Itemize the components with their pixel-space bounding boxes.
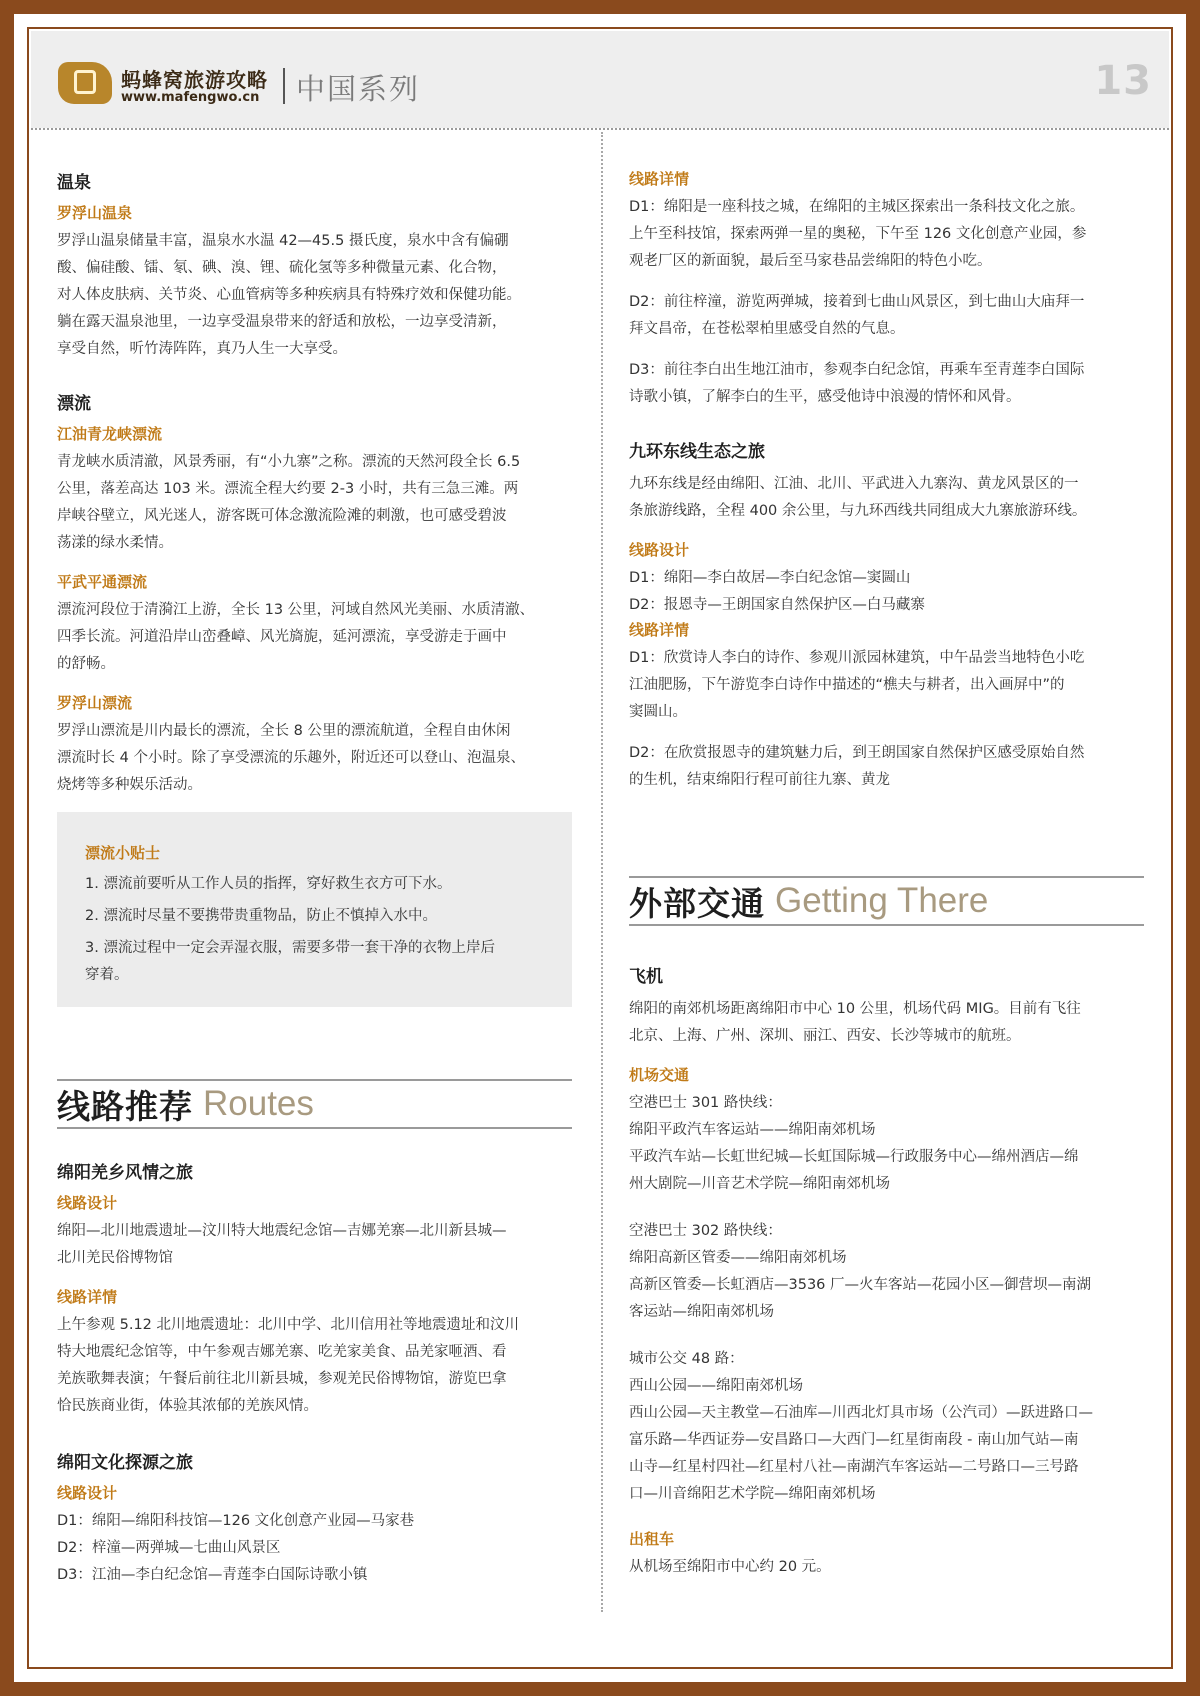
- rafting-tips-box: [57, 812, 572, 1007]
- route-design-label: 线路设计: [629, 541, 690, 559]
- section-title-hot-spring: 温泉: [57, 173, 91, 193]
- paragraph-line: 享受自然，听竹涛阵阵，真乃人生一大享受。: [57, 341, 347, 357]
- paragraph-line: 上午参观 5.12 北川地震遗址：北川中学、北川信用社等地震遗址和汶川: [57, 1317, 520, 1333]
- taxi-label: 出租车: [629, 1530, 675, 1548]
- routes-heading-en: Routes: [203, 1084, 314, 1123]
- hot-spring-section: [57, 168, 572, 363]
- subtitle-luofushan-hot-spring: 罗浮山温泉: [57, 204, 133, 222]
- routes-heading-cn: 线路推荐: [57, 1086, 193, 1126]
- paragraph-line: 青龙峡水质清澈，风景秀丽，有“小九寨”之称。漂流的天然河段全长 6.5: [57, 454, 521, 470]
- route-title: 绵阳文化探源之旅: [57, 1453, 193, 1473]
- getting-there-heading-cn: 外部交通: [629, 883, 765, 923]
- getting-there-heading-en: Getting There: [775, 881, 989, 920]
- paragraph-line: 的舒畅。: [57, 656, 115, 672]
- paragraph-line: 酸、偏硅酸、镭、氡、碘、溴、锂、硫化氢等多种微量元素、化合物，: [57, 260, 507, 276]
- paragraph-line: 北川羌民俗博物馆: [57, 1250, 173, 1266]
- routes-heading: [57, 1079, 572, 1129]
- paragraph-line: 窦圌山。: [629, 704, 687, 720]
- paragraph-line: 绵阳—北川地震遗址—汶川特大地震纪念馆—吉娜羌寨—北川新县城—: [57, 1223, 507, 1239]
- tips-title: 漂流小贴士: [85, 844, 161, 862]
- paragraph-line: D2：报恩寺—王朗国家自然保护区—白马藏寨: [629, 597, 925, 613]
- column-divider: [601, 132, 603, 1612]
- paragraph-line: 诗歌小镇，了解李白的生平，感受他诗中浪漫的情怀和风骨。: [629, 389, 1021, 405]
- paragraph-line: 绵阳高新区管委——绵阳南郊机场: [629, 1250, 847, 1266]
- page-number: 13: [1094, 58, 1152, 104]
- subtitle-pingtong-rafting: 平武平通漂流: [57, 573, 148, 591]
- paragraph-line: 富乐路—华西证券—安昌路口—大西门—红星街南段 - 南山加气站—南: [629, 1432, 1079, 1448]
- route-detail-label: 线路详情: [57, 1288, 118, 1306]
- logo-title: 蚂蜂窝旅游攻略: [121, 68, 268, 92]
- mafengwo-logo-icon: [58, 62, 112, 104]
- taxi-text: 从机场至绵阳市中心约 20 元。: [629, 1559, 831, 1575]
- logo-url: www.mafengwo.cn: [121, 90, 260, 105]
- paragraph-line: 城市公交 48 路：: [629, 1351, 744, 1367]
- route-design-label: 线路设计: [57, 1194, 118, 1212]
- paragraph-line: 的生机，结束绵阳行程可前往九寨、黄龙: [629, 772, 890, 788]
- paragraph-line: D1：欣赏诗人李白的诗作、参观川派园林建筑，中午品尝当地特色小吃: [629, 650, 1085, 666]
- left-column: [57, 168, 572, 799]
- paragraph-line: 罗浮山温泉储量丰富，温泉水水温 42—45.5 摄氏度，泉水中含有偏硼: [57, 233, 509, 249]
- paragraph-line: 条旅游线路，全程 400 余公里，与九环西线共同组成大九寨旅游环线。: [629, 503, 1087, 519]
- paragraph-line: 四季长流。河道沿岸山峦叠嶂、风光旖旎，延河漂流，享受游走于画中: [57, 629, 507, 645]
- paragraph-line: D1：绵阳—李白故居—李白纪念馆—窦圌山: [629, 570, 911, 586]
- paragraph-line: 烧烤等多种娱乐活动。: [57, 777, 202, 793]
- paragraph-line: 公里，落差高达 103 米。漂流全程大约要 2-3 小时，共有三急三滩。两: [57, 481, 519, 497]
- paragraph-line: 对人体皮肤病、关节炎、心血管病等多种疾病具有特殊疗效和保健功能。: [57, 287, 521, 303]
- paragraph-line: 拜文昌帝，在苍松翠柏里感受自然的气息。: [629, 321, 905, 337]
- paragraph-line: 罗浮山漂流是川内最长的漂流，全长 8 公里的漂流航道，全程自由休闲: [57, 723, 511, 739]
- paragraph-line: 西山公园—天主教堂—石油库—川西北灯具市场（公汽司）—跃进路口—: [629, 1405, 1093, 1421]
- paragraph-line: 空港巴士 302 路快线：: [629, 1223, 782, 1239]
- paragraph-line: 绵阳平政汽车客运站——绵阳南郊机场: [629, 1122, 876, 1138]
- paragraph-line: 岸峡谷壁立，风光迷人，游客既可体念激流险滩的刺激，也可感受碧波: [57, 508, 507, 524]
- route-title: 九环东线生态之旅: [629, 442, 765, 462]
- paragraph-line: 空港巴士 301 路快线：: [629, 1095, 782, 1111]
- paragraph-line: D3：江油—李白纪念馆—青莲李白国际诗歌小镇: [57, 1567, 368, 1583]
- rafting-section: [57, 389, 572, 799]
- series-title: 中国系列: [296, 72, 421, 106]
- paragraph-line: 躺在露天温泉池里，一边享受温泉带来的舒适和放松，一边享受清新，: [57, 314, 507, 330]
- paragraph-line: D2：梓潼—两弹城—七曲山风景区: [57, 1540, 281, 1556]
- paragraph-line: 观老厂区的新面貌，最后至马家巷品尝绵阳的特色小吃。: [629, 253, 992, 269]
- transport-section: [629, 962, 1144, 1581]
- paragraph-line: 荡漾的绿水柔情。: [57, 535, 173, 551]
- paragraph-line: D1：绵阳是一座科技之城，在绵阳的主城区探索出一条科技文化之旅。: [629, 199, 1085, 215]
- paragraph-line: 上午至科技馆，探索两弹一星的奥秘，下午至 126 文化创意产业园，参: [629, 226, 1087, 242]
- paragraph-line: 漂流时长 4 个小时。除了享受漂流的乐趣外，附近还可以登山、泡温泉、: [57, 750, 525, 766]
- paragraph-line: D3：前往李白出生地江油市，参观李白纪念馆，再乘车至青莲李白国际: [629, 362, 1085, 378]
- paragraph-line: 客运站—绵阳南郊机场: [629, 1304, 774, 1320]
- paragraph-line: 平政汽车站—长虹世纪城—长虹国际城—行政服务中心—绵州酒店—绵: [629, 1149, 1079, 1165]
- subtitle-qinglongxia-rafting: 江油青龙峡漂流: [57, 425, 163, 443]
- getting-there-heading: [629, 876, 1144, 926]
- paragraph-line: 西山公园——绵阳南郊机场: [629, 1378, 803, 1394]
- route-title: 绵阳羌乡风情之旅: [57, 1163, 193, 1183]
- paragraph-line: 羌族歌舞表演；午餐后前往北川新县城，参观羌民俗博物馆，游览巴拿: [57, 1371, 507, 1387]
- paragraph-line: 州大剧院—川音艺术学院—绵阳南郊机场: [629, 1176, 890, 1192]
- tip-item: 1. 漂流前要听从工作人员的指挥，穿好救生衣方可下水。: [85, 876, 452, 892]
- paragraph-line: D2：前往梓潼，游览两弹城，接着到七曲山风景区，到七曲山大庙拜一: [629, 294, 1085, 310]
- paragraph-line: D2：在欣赏报恩寺的建筑魅力后，到王朗国家自然保护区感受原始自然: [629, 745, 1085, 761]
- route-culture-section: [57, 1448, 572, 1589]
- route-qiang-section: [57, 1158, 572, 1420]
- right-column: [629, 168, 1144, 794]
- paragraph-line: 漂流河段位于清漪江上游，全长 13 公里，河域自然风光美丽、水质清澈、: [57, 602, 535, 618]
- paragraph-line: 高新区管委—长虹酒店—3536 厂—火车客站—花园小区—御营坝—南湖: [629, 1277, 1092, 1293]
- section-title-rafting: 漂流: [57, 394, 91, 414]
- subtitle-luofushan-rafting: 罗浮山漂流: [57, 694, 133, 712]
- route-detail-label: 线路详情: [629, 621, 690, 639]
- tip-item: 穿着。: [85, 967, 129, 983]
- header-divider: [31, 128, 1169, 130]
- paragraph-line: D1：绵阳—绵阳科技馆—126 文化创意产业园—马家巷: [57, 1513, 415, 1529]
- tip-item: 2. 漂流时尽量不要携带贵重物品，防止不慎掉入水中。: [85, 908, 437, 924]
- route-design-label: 线路设计: [57, 1484, 118, 1502]
- tip-item: 3. 漂流过程中一定会弄湿衣服，需要多带一套干净的衣物上岸后: [85, 940, 495, 956]
- header-separator: [283, 68, 285, 104]
- airport-transport-label: 机场交通: [629, 1066, 690, 1084]
- paragraph-line: 口—川音绵阳艺术学院—绵阳南郊机场: [629, 1486, 876, 1502]
- paragraph-line: 绵阳的南郊机场距离绵阳市中心 10 公里，机场代码 MIG。目前有飞往: [629, 1001, 1081, 1017]
- paragraph-line: 江油肥肠，下午游览李白诗作中描述的“樵夫与耕者，出入画屏中”的: [629, 677, 1065, 693]
- route-detail-label: 线路详情: [629, 170, 690, 188]
- plane-title: 飞机: [629, 967, 663, 987]
- paragraph-line: 特大地震纪念馆等，中午参观吉娜羌寨、吃羌家美食、品羌家咂酒、看: [57, 1344, 507, 1360]
- paragraph-line: 北京、上海、广州、深圳、丽江、西安、长沙等城市的航班。: [629, 1028, 1021, 1044]
- paragraph-line: 山寺—红星村四社—红星村八社—南湖汽车客运站—二号路口—三号路: [629, 1459, 1079, 1475]
- paragraph-line: 恰民族商业街，体验其浓郁的羌族风情。: [57, 1398, 318, 1414]
- paragraph-line: 九环东线是经由绵阳、江油、北川、平武进入九寨沟、黄龙风景区的一: [629, 476, 1079, 492]
